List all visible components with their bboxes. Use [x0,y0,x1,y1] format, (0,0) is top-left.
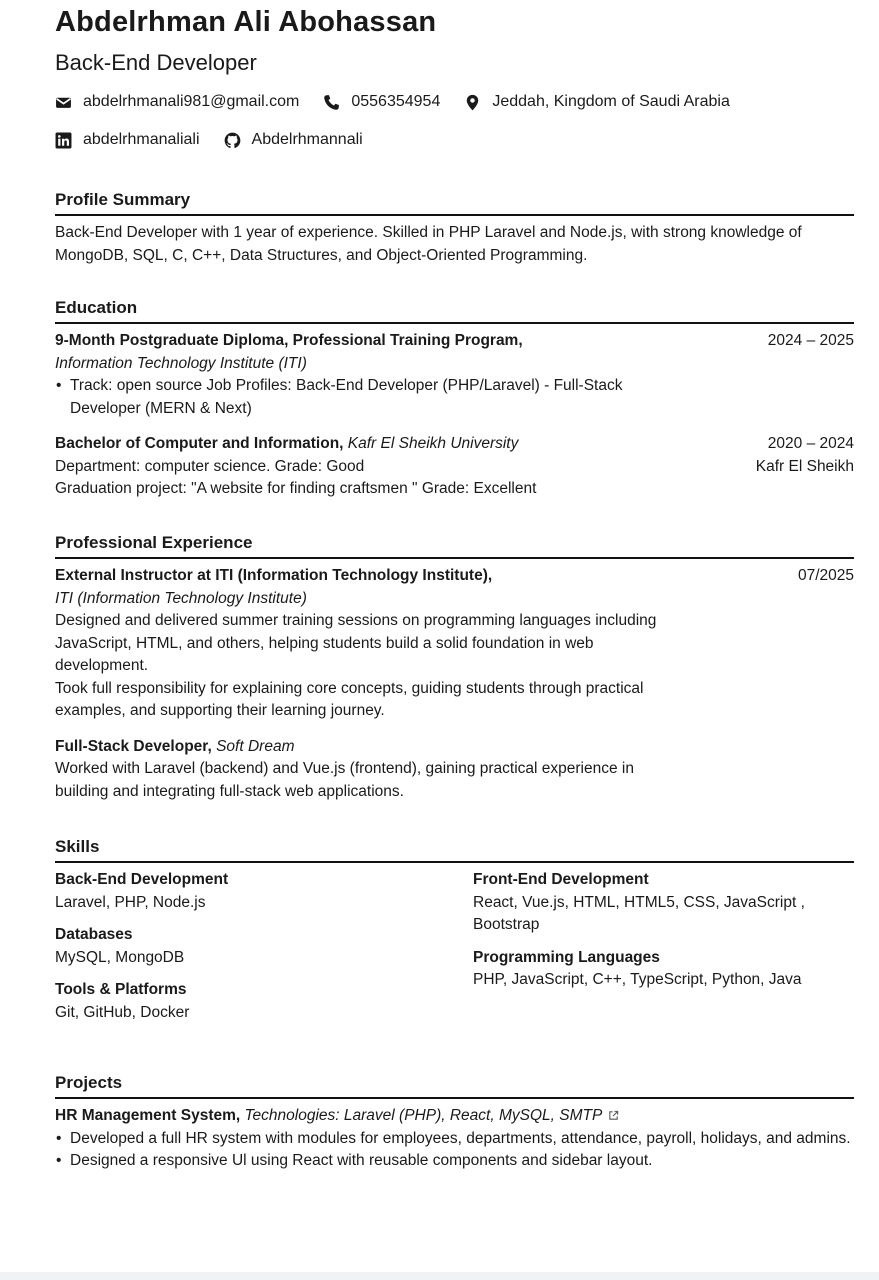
envelope-icon [55,94,72,111]
location-pin-icon [464,94,481,111]
contact-row-primary [55,93,754,111]
skill-group-items: MySQL, MongoDB [55,948,185,966]
education-department: Department: computer science. Grade: Good [55,457,365,475]
education-dates: 2024 – 2025 [767,332,854,349]
github-icon [224,132,241,149]
contact-github[interactable] [224,131,363,149]
experience-description: Worked with Laravel (backend) and Vue.js (frontend), gaining practical experience in building and integrating full-stack web applications. [55,760,634,800]
skills-column-right [473,869,813,1034]
education-entry [55,330,854,420]
education-institution: Information Technology Institute (ITI) [55,354,307,372]
experience-date: 07/2025 [797,567,854,584]
list-item: • Track: open source Job Profiles: Back-End Developer (PHP/Laravel) - Full-Stack Developer (MERN & Next) [70,375,680,420]
email-text: abdelrhmanali981@gmail.com [83,93,300,110]
profile-section [55,190,854,267]
skills-column-left [55,869,473,1034]
contact-email[interactable] [55,93,299,111]
skill-group-name: Back-End Development [55,871,229,888]
education-heading: Education [55,298,854,324]
list-item: • Designed a responsive Ul using React with reusable components and sidebar layout. [70,1150,854,1173]
skill-group [55,924,473,969]
location-text: Jeddah, Kingdom of Saudi Arabia [492,93,730,110]
skills-grid [55,869,854,1034]
experience-heading: Professional Experience [55,533,854,559]
education-location: Kafr El Sheikh [755,457,854,475]
skill-group-name: Tools & Platforms [55,981,187,998]
skills-section [55,837,854,1034]
experience-section [55,533,854,803]
skill-group [473,869,813,937]
page-bottom-edge [0,1272,879,1280]
education-section [55,298,854,501]
skill-group [55,869,473,914]
education-title: Bachelor of Computer and Information, [55,435,344,452]
skill-group-name: Databases [55,926,133,943]
experience-org: ITI (Information Technology Institute) [55,589,307,607]
experience-description: Took full responsibility for explaining core concepts, guiding students through practical examples, and supporting their learning journey. [55,679,644,719]
linkedin-text: abdelrhmanaliali [83,131,200,148]
phone-icon [323,94,340,111]
skill-group-items: Git, GitHub, Docker [55,1003,190,1021]
experience-title: Full-Stack Developer, [55,737,212,755]
project-bullets [55,1128,854,1173]
experience-title: External Instructor at ITI (Information Technology Institute), [55,567,493,584]
projects-section [55,1073,854,1173]
experience-entry [55,565,854,723]
education-institution: Kafr El Sheikh University [347,435,519,452]
education-dates: 2020 – 2024 [767,435,854,452]
skill-group [55,979,473,1024]
phone-text: 0556354954 [351,93,441,110]
education-project: Graduation project: "A website for finding craftsmen " Grade: Excellent [55,480,537,497]
profile-text: Back-End Developer with 1 year of experience. Skilled in PHP Laravel and Node.js, with strong knowledge of MongoDB, SQL, C, C++, Data Structures, and Object-Oriented Programming. [55,224,802,264]
candidate-name: Abdelrhman Ali Abohassan [55,6,437,38]
experience-entry [55,736,854,804]
project-tech: Technologies: Laravel (PHP), React, MySQL, SMTP [244,1107,603,1124]
skills-heading: Skills [55,837,854,863]
experience-description: Designed and delivered summer training sessions on programming languages including JavaScript, HTML, and others, helping students build a solid foundation in web development. [55,612,657,674]
github-text: Abdelrhmannali [251,131,363,148]
skill-group-name: Programming Languages [473,948,660,966]
skill-group-items: PHP, JavaScript, C++, TypeScript, Python, Java [473,971,802,988]
education-entry [55,433,854,501]
contact-linkedin[interactable] [55,131,200,149]
linkedin-icon [55,132,72,149]
experience-org: Soft Dream [216,737,295,755]
project-title: HR Management System, [55,1107,241,1124]
education-title: 9-Month Postgraduate Diploma, Professional Training Program, [55,332,523,349]
skill-group-name: Front-End Development [473,871,649,888]
skill-group-items: React, Vue.js, HTML, HTML5, CSS, JavaScript , Bootstrap [473,893,805,933]
contact-row-secondary [55,131,387,149]
candidate-title: Back-End Developer [55,50,257,75]
external-link-icon[interactable] [608,1106,619,1117]
profile-heading: Profile Summary [55,190,854,216]
project-entry [55,1105,854,1173]
contact-location [464,93,730,111]
list-item: • Developed a full HR system with modules for employees, departments, attendance, payroll, holidays, and admins. [70,1128,854,1151]
contact-phone[interactable] [323,93,440,111]
skill-group-items: Laravel, PHP, Node.js [55,893,206,911]
education-bullets [55,375,680,420]
projects-heading: Projects [55,1073,854,1099]
skill-group [473,947,813,992]
